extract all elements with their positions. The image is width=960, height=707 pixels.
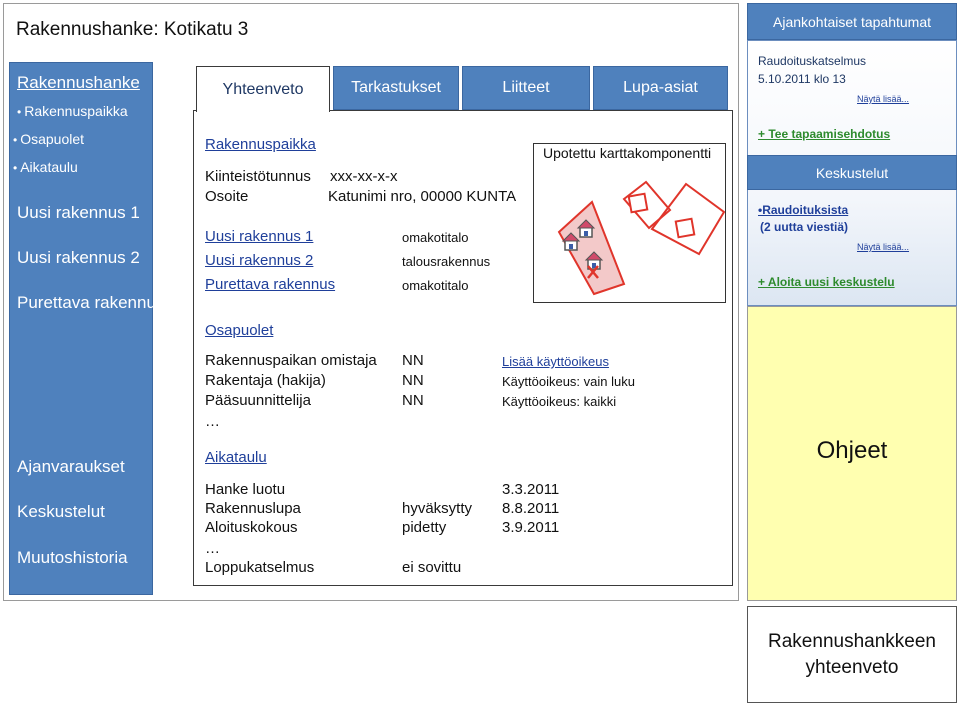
section-heading-rakennuspaikka[interactable]: Rakennuspaikka [205, 136, 316, 153]
sidebar-item-label: Osapuolet [20, 131, 85, 147]
building-type-3: omakotitalo [402, 278, 469, 293]
events-show-more-link[interactable]: Näytä lisää... [857, 94, 910, 104]
property-id-value: xxx-xx-x-x [330, 168, 398, 185]
bullet: • [13, 133, 18, 147]
page-title: Rakennushanke: Kotikatu 3 [16, 19, 249, 40]
sidebar-nav [9, 62, 165, 595]
bullet: • [13, 161, 18, 175]
plot-square-icon [676, 219, 695, 238]
event-date: 5.10.2011 klo 13 [758, 72, 846, 86]
start-discussion-link[interactable]: + Aloita uusi keskustelu [758, 275, 895, 289]
sidebar-item-osapuolet[interactable] [13, 131, 84, 147]
propose-meeting-link[interactable]: + Tee tapaamisehdotus [758, 127, 891, 141]
party-access: Käyttöoikeus: vain luku [502, 374, 635, 389]
schedule-date: 8.8.2011 [502, 500, 560, 517]
project-summary-box [747, 606, 957, 703]
forum-show-more-link[interactable]: Näytä lisää... [857, 242, 910, 252]
section-heading-osapuolet[interactable]: Osapuolet [205, 322, 274, 339]
help-panel[interactable] [747, 306, 957, 601]
forum-header: Keskustelut [747, 155, 957, 190]
schedule-event: Aloituskokous [205, 519, 298, 536]
building-type-1: omakotitalo [402, 230, 469, 245]
section-heading-aikataulu[interactable]: Aikataulu [205, 449, 267, 466]
schedule-event: Loppukatselmus [205, 559, 315, 576]
building-link-3[interactable]: Purettava rakennus [205, 276, 336, 293]
schedule-event: Hanke luotu [205, 481, 286, 498]
sidebar-item-label: Aikataulu [20, 159, 78, 175]
plot-square-icon [629, 194, 648, 213]
map-component-label: Upotettu karttakomponentti [543, 145, 712, 161]
parties-ellipsis: … [205, 413, 220, 430]
bullet: • [17, 105, 22, 119]
building-type-2: talousrakennus [402, 254, 491, 269]
tab-lupa-asiat[interactable]: Lupa-asiat [593, 66, 728, 110]
help-label: Ohjeet [816, 437, 888, 464]
embedded-map[interactable] [533, 143, 726, 303]
sidebar-item-rakennushanke[interactable]: Rakennushanke [17, 73, 140, 92]
sidebar-item-aikataulu[interactable] [13, 159, 78, 175]
schedule-event: Rakennuslupa [205, 500, 301, 517]
tab-yhteenveto[interactable]: Yhteenveto [196, 66, 330, 112]
sidebar-item-purettava-rakennus[interactable]: Purettava rakennus [17, 293, 165, 312]
party-name: NN [402, 372, 424, 389]
schedule-status: ei sovittu [402, 559, 462, 576]
sidebar-item-muutoshistoria[interactable]: Muutoshistoria [17, 548, 128, 567]
sidebar-item-label: Rakennuspaikka [24, 103, 128, 119]
tab-tarkastukset[interactable]: Tarkastukset [333, 66, 459, 110]
schedule-date: 3.9.2011 [502, 519, 560, 536]
party-access: Käyttöoikeus: kaikki [502, 394, 617, 409]
sidebar-item-uusi-rakennus-1[interactable]: Uusi rakennus 1 [17, 203, 140, 222]
address-value: Katunimi nro, 00000 KUNTA [328, 188, 517, 205]
sidebar-item-uusi-rakennus-2[interactable]: Uusi rakennus 2 [17, 248, 140, 267]
party-role: Pääsuunnittelija [205, 392, 311, 409]
party-role: Rakentaja (hakija) [205, 372, 326, 389]
schedule-status: hyväksytty [402, 500, 473, 517]
forum-topic-link[interactable]: •Raudoituksista [758, 203, 849, 217]
event-title: Raudoituskatselmus [758, 54, 867, 68]
sidebar-item-keskustelut[interactable]: Keskustelut [17, 502, 105, 521]
building-link-1[interactable]: Uusi rakennus 1 [205, 228, 314, 245]
property-id-label: Kiinteistötunnus [205, 168, 311, 185]
party-role: Rakennuspaikan omistaja [205, 352, 377, 369]
party-name: NN [402, 352, 424, 369]
summary-label: Rakennushankkeen yhteenveto [768, 630, 936, 678]
add-access-link[interactable]: Lisää käyttöoikeus [502, 354, 609, 369]
schedule-date: 3.3.2011 [502, 481, 560, 498]
schedule-status: pidetty [402, 519, 447, 536]
schedule-ellipsis: … [205, 540, 220, 557]
forum-topic-meta: (2 uutta viestiä) [760, 220, 849, 234]
sidebar-item-ajanvaraukset[interactable]: Ajanvaraukset [17, 457, 125, 476]
tab-liitteet[interactable]: Liitteet [462, 66, 590, 110]
building-link-2[interactable]: Uusi rakennus 2 [205, 252, 314, 269]
map-canvas [534, 144, 726, 303]
party-name: NN [402, 392, 424, 409]
events-header: Ajankohtaiset tapahtumat [747, 3, 957, 40]
sidebar-item-rakennuspaikka[interactable] [17, 103, 128, 119]
address-label: Osoite [205, 188, 249, 205]
